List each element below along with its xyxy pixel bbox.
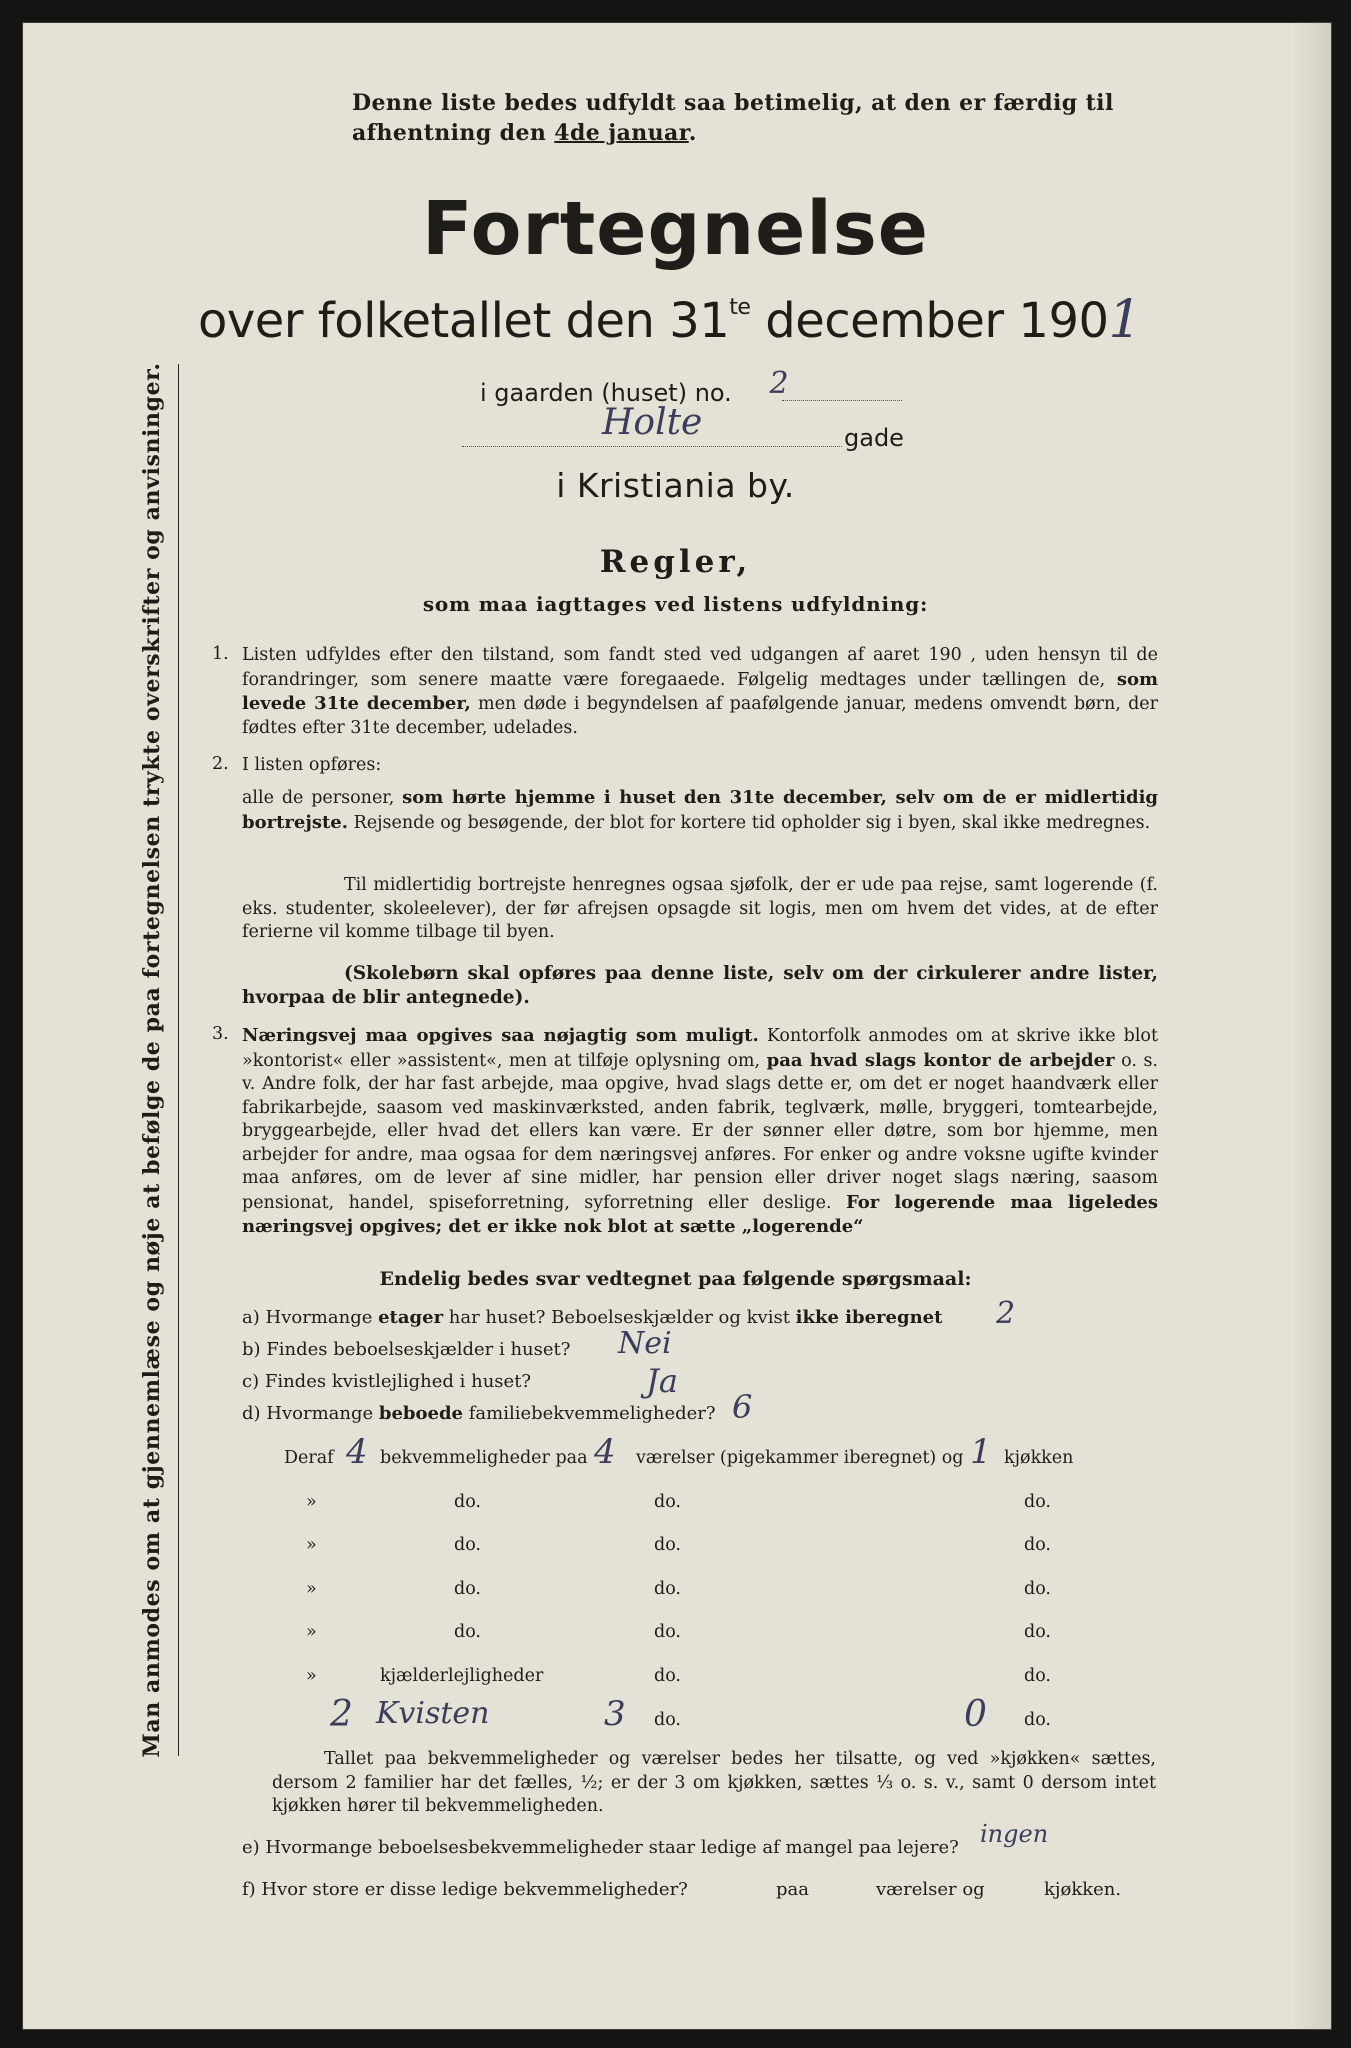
street-suffix: gade xyxy=(844,424,904,452)
ditto-row-4-c: do. xyxy=(1024,1622,1051,1642)
question-d-label: d) xyxy=(242,1403,261,1424)
question-b-label: b) xyxy=(242,1339,261,1360)
table-note: Tallet paa bekvemmeligheder og værelser bedes her tilsatte, og ved »kjøkken« sættes, dersom 2 familier har det fælles, ½; er der 3 om kjøkken, sættes ⅓ o. s. v., samt 0 dersom intet kjøkken hører til bekvemmeligheden. xyxy=(272,1749,1156,1816)
rule-2-paragraph-2: Til midlertidig bortrejste henregnes ogsaa sjøfolk, der er ude paa rejse, samt logerende (f. eks. studenter, skoleelever), der før afrejsen opsagde sit logis, men om hvem det vides, at de efter ferierne vil komme tilbage til byen. xyxy=(242,875,1158,942)
rule-3-bold-e: For logerende maa ligeledes næringsvej opgives; det er ikke nok blot at sætte „logerende“ xyxy=(242,1191,1159,1237)
rule-3-part-b: Kontorfolk anmodes om at skrive ikke blot »kontorist« eller »assistent«, men at tilføje oplysning om, xyxy=(242,1026,1158,1071)
intro-deadline-date: 4de januar xyxy=(554,120,689,146)
kjokken-label: kjøkken xyxy=(1004,1448,1074,1468)
kvist-row-b: do. xyxy=(654,1710,681,1730)
question-a-bold-2: ikke iberegnet xyxy=(795,1307,943,1328)
ditto-row-1-a: do. xyxy=(454,1492,481,1512)
question-c-label: c) xyxy=(242,1371,260,1392)
rule-1-text xyxy=(242,644,1158,740)
rule-2-text xyxy=(242,786,1158,835)
intro-line-2-pre: afhentning den xyxy=(352,120,555,146)
side-instruction-text: Man anmodes om at gjennemlæse og nøje at befølge de paa fortegnelsen trykte overskrifter og anvisninger. xyxy=(139,362,165,1758)
question-e xyxy=(242,1836,959,1860)
subtitle-superscript: te xyxy=(729,295,751,320)
question-a-label: a) xyxy=(242,1307,260,1328)
subtitle-text: over folketallet den 31 xyxy=(198,293,730,349)
questions-heading: Endelig bedes svar vedtegnet paa følgende spørgsmaal: xyxy=(379,1268,972,1290)
ditto-row-1-c: do. xyxy=(1024,1492,1051,1512)
rule-1-part-c: men døde i begyndelsen af paafølgende januar, medens omvendt børn, der fødtes efter 31te december, udelades. xyxy=(242,694,1158,738)
city-line: i Kristiania by. xyxy=(556,466,795,505)
question-c-text: Findes kvistlejlighed i huset? xyxy=(264,1371,532,1392)
rule-1-part-a: Listen udfyldes efter den tilstand, som fandt sted ved udgangen af aaret 190 , uden hensyn til de forandringer, som senere maatte være foregaaede. Følgelig medtages under tællingen de, xyxy=(242,645,1158,690)
question-c-answer: Ja xyxy=(646,1362,678,1400)
ditto-row-2-c: do. xyxy=(1024,1535,1051,1555)
deraf-rooms-count: 4 xyxy=(346,1432,368,1472)
ditto-row-1-quote: » xyxy=(306,1492,317,1512)
question-f-text: Hvor store er disse ledige bekvemmeligheder? xyxy=(261,1879,688,1900)
rule-2-part-a: alle de personer, xyxy=(242,788,403,808)
question-d-bold: beboede xyxy=(378,1403,464,1424)
rule-2-head: I listen opføres: xyxy=(242,755,382,775)
ditto-row-2-a: do. xyxy=(454,1535,481,1555)
question-d-pre: Hvormange xyxy=(266,1403,379,1424)
kvist-row-c: do. xyxy=(1024,1710,1051,1730)
question-d-answer: 6 xyxy=(732,1388,753,1426)
vaerelser-label: værelser (pigekammer iberegnet) og xyxy=(636,1448,964,1468)
rule-2-bold: som hørte hjemme i huset den 31te december, selv om de er midlertidig bortrejste. xyxy=(242,787,1158,833)
question-e-text: Hvormange beboelsesbekvemmeligheder staar ledige af mangel paa lejere? xyxy=(265,1837,959,1858)
ditto-row-3-c: do. xyxy=(1024,1579,1051,1599)
form-subtitle xyxy=(198,290,1141,350)
kjaelder-row-b: do. xyxy=(654,1666,681,1686)
rule-1-bold: som levede 31te december, xyxy=(242,668,1158,714)
rule-3-text xyxy=(242,1024,1158,1240)
question-e-answer: ingen xyxy=(980,1820,1049,1848)
paper-edge-shade xyxy=(1292,22,1332,2030)
form-title: Fortegnelse xyxy=(422,186,929,272)
deraf-vaerelser-count: 4 xyxy=(594,1432,616,1472)
ditto-row-2-quote: » xyxy=(306,1535,317,1555)
question-a-mid: har huset? Beboelseskjælder og kvist xyxy=(443,1307,796,1328)
deraf-kjokken-count: 1 xyxy=(970,1432,992,1472)
rule-2-number: 2. xyxy=(212,754,229,774)
ditto-row-3-b: do. xyxy=(654,1579,681,1599)
intro-notice xyxy=(352,88,1172,148)
question-d-post: familiebekvemmeligheder? xyxy=(463,1403,716,1424)
kvist-vaerelser-count: 3 xyxy=(604,1694,626,1734)
ditto-row-4-b: do. xyxy=(654,1622,681,1642)
rule-2-paragraph-3: (Skolebørn skal opføres paa denne liste, selv om der cirkulerer andre lister, hvorpaa de blir antegnede). xyxy=(242,963,1158,1008)
question-b-text: Findes beboelseskjælder i huset? xyxy=(266,1339,571,1360)
intro-line-1: Denne liste bedes udfyldt saa betimelig, at den er færdig til xyxy=(352,90,1114,116)
question-f-label: f) xyxy=(242,1879,256,1900)
bekvemmeligheder-label: bekvemmeligheder paa xyxy=(380,1448,588,1468)
question-a-answer: 2 xyxy=(996,1296,1016,1331)
kvist-count: 2 xyxy=(330,1694,353,1735)
rules-subheading: som maa iagttages ved listens udfyldning: xyxy=(422,592,929,616)
question-e-label: e) xyxy=(242,1837,260,1858)
question-a-bold: etager xyxy=(378,1307,444,1328)
ditto-row-3-quote: » xyxy=(306,1579,317,1599)
ditto-row-2-b: do. xyxy=(654,1535,681,1555)
rule-2-part-c: Rejsende og besøgende, der blot for kortere tid opholder sig i byen, skal ikke medregnes. xyxy=(348,812,1151,833)
question-a xyxy=(242,1306,942,1330)
rule-3-part-d: o. s. v. Andre folk, der har fast arbejde, maa opgive, hvad slags dette er, om det er noget haandværk eller fabrikarbejde, saasom ved maskinværksted, anden fabrik, teglværk, mølle, bryggeri, tomtearbejde, bryggearbejde, eller hvad det ellers kan være. Er der sønner eller døtre, som bor hjemme, men arbejder for andre, maa ogsaa for dem næringsvej anføres. For enker og andre voksne ugifte kvinder maa anføres, om de lever af sine midler, har pension eller driver noget slags næring, saasom pensionat, handel, spiseforretning, syforretning eller deslige. xyxy=(242,1050,1158,1213)
street-field xyxy=(462,402,842,447)
kvist-kjokken-count: 0 xyxy=(964,1694,987,1735)
kjaelder-row-quote: » xyxy=(306,1666,317,1686)
ditto-row-4-a: do. xyxy=(454,1622,481,1642)
rule-3-bold-a: Næringsvej maa opgives saa nøjagtig som muligt. xyxy=(242,1025,759,1046)
question-f-kjokken: kjøkken. xyxy=(1044,1879,1122,1900)
house-number-label: i gaarden (huset) no. xyxy=(480,379,732,407)
question-f xyxy=(242,1878,688,1902)
handwritten-year-digit: 1 xyxy=(1108,290,1142,350)
deraf-label: Deraf xyxy=(284,1448,334,1468)
question-f-paa: paa xyxy=(776,1879,809,1900)
question-a-pre: Hvormange xyxy=(265,1307,379,1328)
house-number-value: 2 xyxy=(769,366,789,401)
kjaelder-row-c: do. xyxy=(1024,1666,1051,1686)
kjaelder-label: kjælderlejligheder xyxy=(380,1666,544,1686)
kvist-label: Kvisten xyxy=(376,1696,490,1731)
intro-line-2-post: . xyxy=(688,120,697,146)
rules-heading: Regler, xyxy=(599,544,752,580)
rule-1-number: 1. xyxy=(212,644,229,664)
ditto-row-3-a: do. xyxy=(454,1579,481,1599)
subtitle-text-2: december 190 xyxy=(750,293,1109,349)
question-b-answer: Nei xyxy=(618,1326,672,1361)
question-f-vaerelser: værelser og xyxy=(876,1879,985,1900)
ditto-row-4-quote: » xyxy=(306,1622,317,1642)
rule-3-number: 3. xyxy=(212,1024,229,1044)
question-d xyxy=(242,1402,716,1426)
ditto-row-1-b: do. xyxy=(654,1492,681,1512)
street-name-value: Holte xyxy=(602,402,703,443)
house-number-dotted-line xyxy=(782,400,902,401)
question-c xyxy=(242,1370,531,1394)
rule-3-bold-c: paa hvad slags kontor de arbejder xyxy=(766,1049,1115,1071)
question-b xyxy=(242,1338,570,1362)
